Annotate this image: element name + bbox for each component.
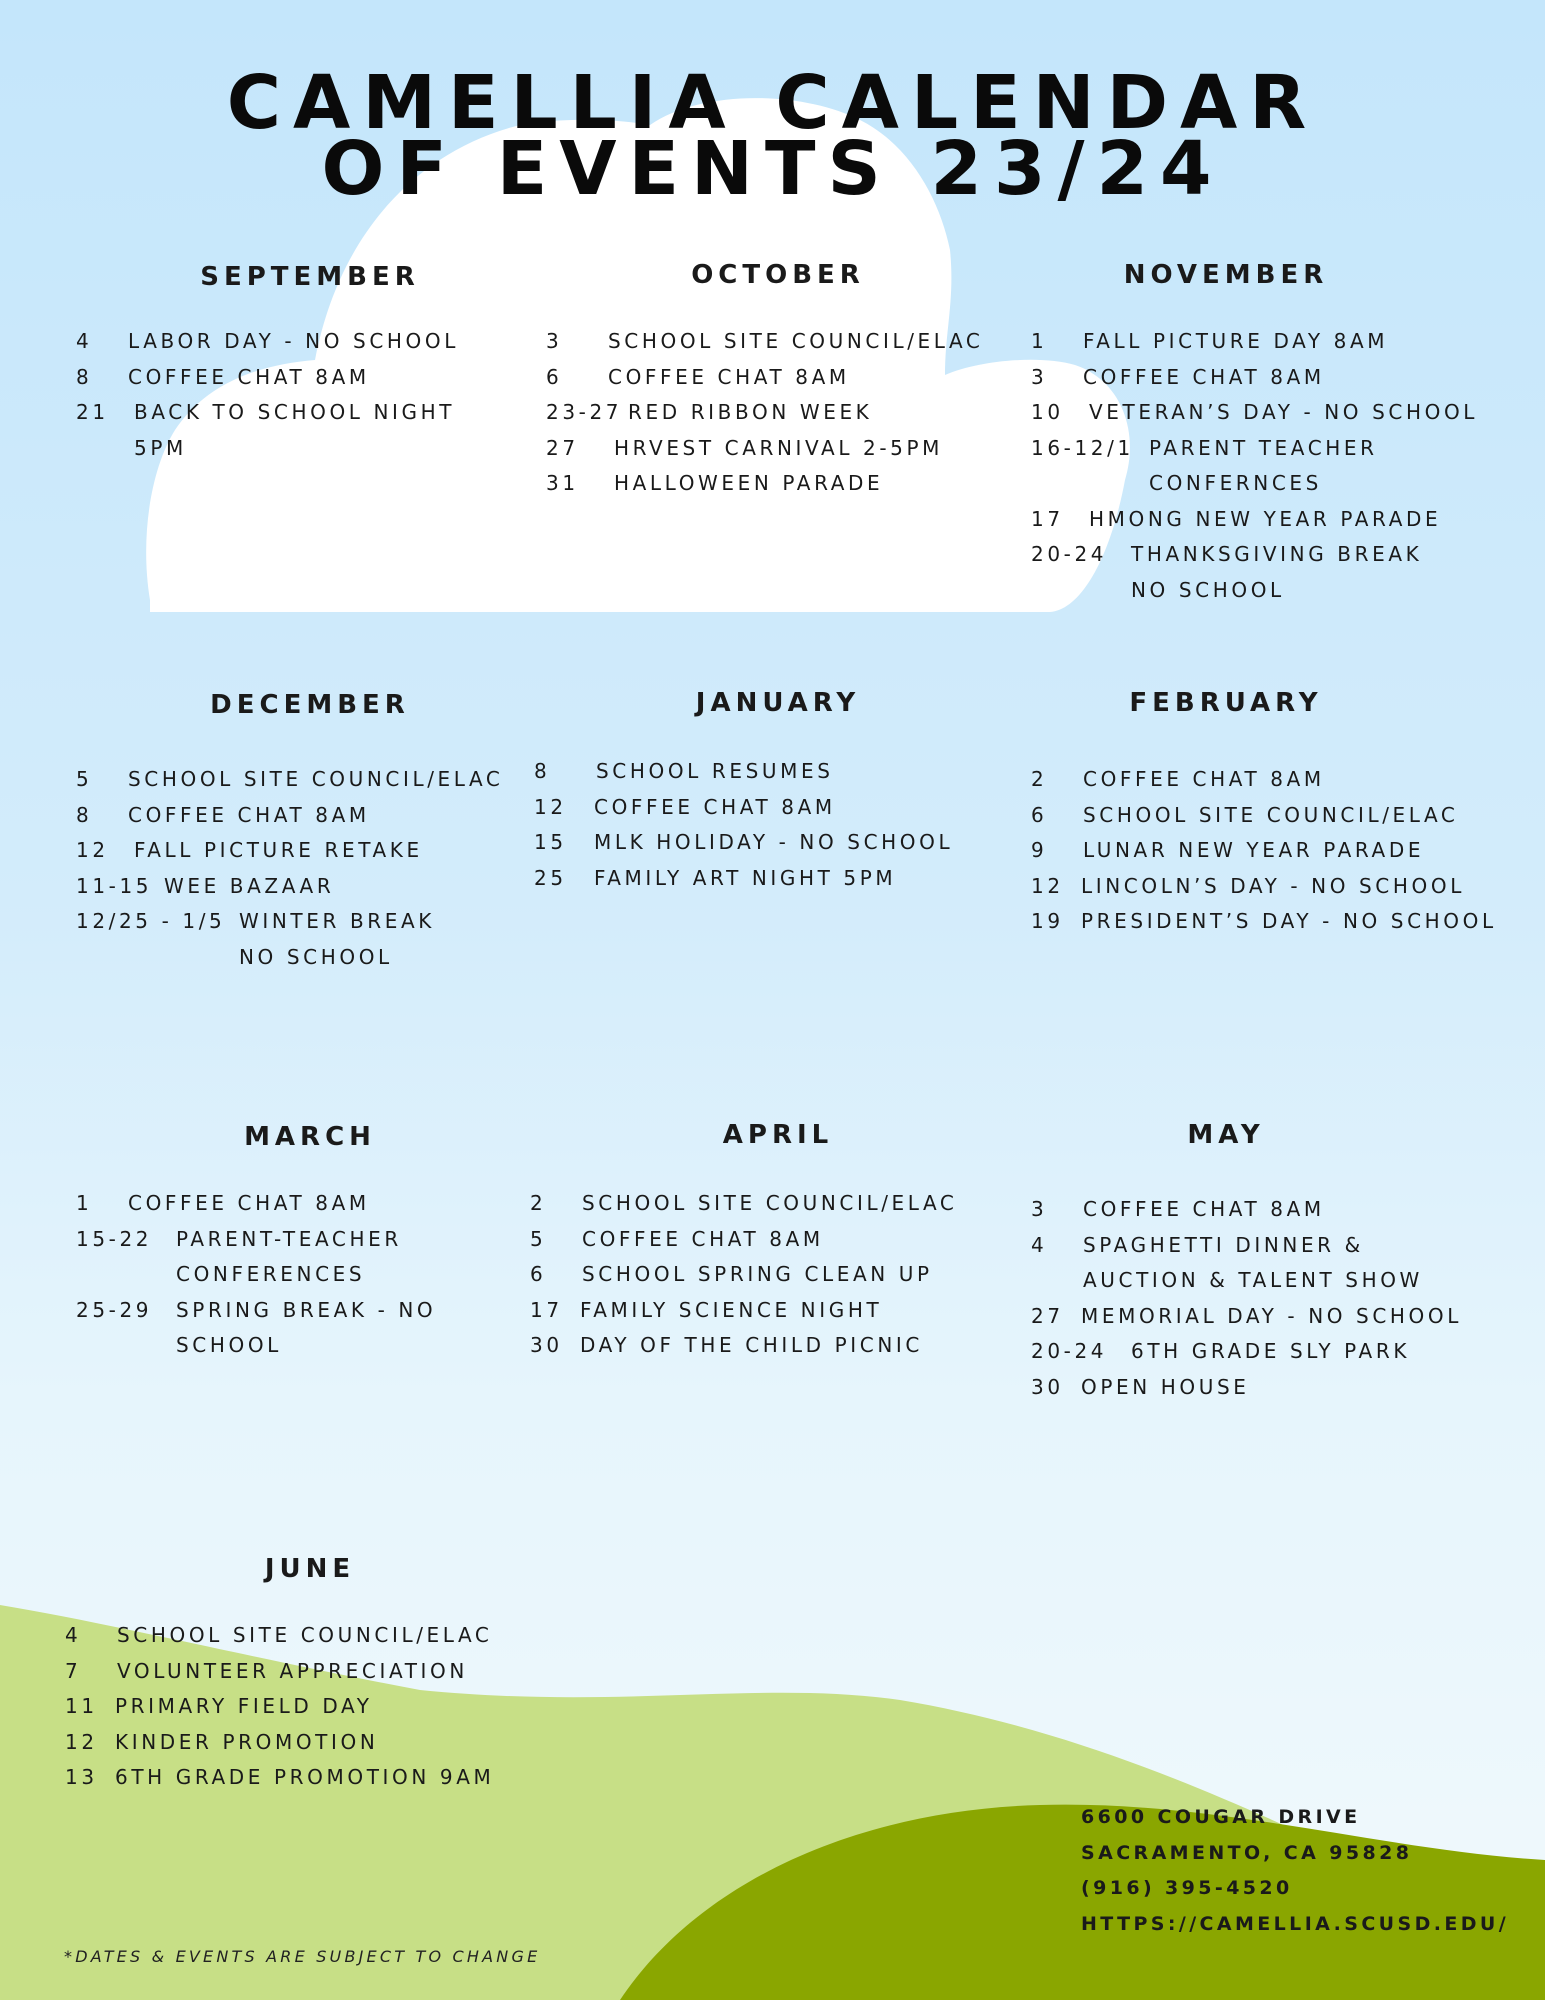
event-text: BACK TO SCHOOL NIGHT 5PM <box>134 400 456 460</box>
event-item <box>76 1293 436 1364</box>
event-text: SPAGHETTI DINNER & AUCTION & TALENT SHOW <box>1083 1232 1423 1292</box>
event-text: SCHOOL SITE COUNCIL/ELAC <box>1083 802 1459 827</box>
event-item <box>76 904 503 975</box>
event-text: COFFEE CHAT 8AM <box>128 802 370 827</box>
month-heading-january: JANUARY <box>695 688 861 718</box>
event-date: 11-15 <box>76 873 153 898</box>
event-item <box>534 861 953 897</box>
event-date: 16-12/1 <box>1031 435 1134 460</box>
event-date: 9 <box>1031 838 1048 862</box>
event-date: 13 <box>65 1765 98 1789</box>
event-date: 8 <box>76 364 93 389</box>
contact-website-link[interactable]: HTTPS://CAMELLIA.SCUSD.EDU/ <box>1081 1912 1510 1935</box>
event-item <box>546 466 983 502</box>
event-text: COFFEE CHAT 8AM <box>1083 1197 1325 1221</box>
event-item <box>530 1328 957 1364</box>
event-item <box>1031 431 1478 502</box>
event-item <box>76 395 459 466</box>
event-date: 4 <box>76 329 93 353</box>
event-date: 12 <box>534 794 567 819</box>
event-text: COFFEE CHAT 8AM <box>608 364 850 389</box>
event-text: VETERAN’S DAY - NO SCHOOL <box>1089 400 1479 424</box>
event-text: SCHOOL SPRING CLEAN UP <box>582 1262 933 1286</box>
event-text: HALLOWEEN PARADE <box>614 471 884 495</box>
event-text: 6TH GRADE PROMOTION 9AM <box>115 1765 495 1789</box>
event-text: PRESIDENT’S DAY - NO SCHOOL <box>1081 909 1497 933</box>
event-date: 17 <box>530 1297 563 1322</box>
event-date: 12 <box>76 838 109 862</box>
month-heading-december: DECEMBER <box>210 690 410 720</box>
event-date: 15 <box>534 830 567 854</box>
disclaimer-footnote: *DATES & EVENTS ARE SUBJECT TO CHANGE <box>64 1947 541 1966</box>
event-item <box>1031 798 1497 834</box>
event-item <box>76 869 503 905</box>
month-heading-june: JUNE <box>264 1554 356 1584</box>
contact-address: 6600 COUGAR DRIVE <box>1081 1806 1361 1828</box>
event-text: 6TH GRADE SLY PARK <box>1131 1339 1411 1363</box>
event-text: COFFEE CHAT 8AM <box>128 364 370 389</box>
event-text: OPEN HOUSE <box>1081 1374 1250 1399</box>
event-text: COFFEE CHAT 8AM <box>1083 364 1325 389</box>
event-text: WEE BAZAAR <box>164 873 335 898</box>
event-date: 5 <box>530 1226 547 1251</box>
month-heading-october: OCTOBER <box>691 260 865 290</box>
event-text: SCHOOL SITE COUNCIL/ELAC <box>128 767 504 791</box>
event-date: 19 <box>1031 909 1064 933</box>
event-date: 20-24 <box>1031 1339 1108 1363</box>
event-item <box>1031 1334 1462 1370</box>
event-date: 25 <box>534 865 567 890</box>
event-date: 20-24 <box>1031 542 1108 566</box>
event-list-march <box>76 1186 436 1364</box>
event-date: 6 <box>546 364 563 389</box>
event-text: WINTER BREAK NO SCHOOL <box>239 909 435 969</box>
event-list-november <box>1031 324 1478 608</box>
event-date: 8 <box>76 802 93 827</box>
event-date: 30 <box>1031 1374 1064 1399</box>
event-date: 25-29 <box>76 1297 153 1322</box>
event-item <box>65 1618 494 1654</box>
event-date: 21 <box>76 400 109 424</box>
event-item <box>1031 1370 1462 1406</box>
event-text: MLK HOLIDAY - NO SCHOOL <box>594 830 954 854</box>
event-item <box>76 762 503 798</box>
event-item <box>1031 502 1478 538</box>
event-item <box>1031 395 1478 431</box>
event-text: HRVEST CARNIVAL 2-5PM <box>614 435 943 460</box>
event-list-april <box>530 1186 957 1364</box>
event-item <box>546 360 983 396</box>
event-list-october <box>546 324 983 502</box>
event-item <box>546 395 983 431</box>
month-heading-february: FEBRUARY <box>1129 688 1323 718</box>
event-date: 3 <box>1031 1197 1048 1221</box>
event-text: LINCOLN’S DAY - NO SCHOOL <box>1081 873 1465 898</box>
event-text: FALL PICTURE DAY 8AM <box>1083 329 1389 353</box>
event-date: 6 <box>530 1262 547 1286</box>
event-date: 3 <box>546 329 563 353</box>
event-text: PRIMARY FIELD DAY <box>115 1694 373 1718</box>
event-date: 15-22 <box>76 1226 153 1251</box>
event-text: PARENT TEACHER CONFERNCES <box>1149 435 1378 495</box>
event-text: THANKSGIVING BREAK NO SCHOOL <box>1131 542 1423 602</box>
event-item <box>65 1725 494 1761</box>
event-date: 5 <box>76 767 93 791</box>
event-date: 1 <box>76 1191 93 1215</box>
event-item <box>1031 1228 1462 1299</box>
month-heading-april: APRIL <box>722 1120 834 1150</box>
event-date: 4 <box>1031 1232 1048 1257</box>
event-list-december <box>76 762 503 975</box>
event-date: 4 <box>65 1623 82 1647</box>
event-list-september <box>76 324 459 466</box>
contact-block <box>1081 1800 1509 1942</box>
event-text: HMONG NEW YEAR PARADE <box>1089 506 1442 531</box>
event-date: 1 <box>1031 329 1048 353</box>
event-text: SCHOOL RESUMES <box>596 759 834 783</box>
event-item <box>1031 833 1497 869</box>
event-text: FAMILY SCIENCE NIGHT <box>580 1297 883 1322</box>
event-item <box>534 825 953 861</box>
event-item <box>76 1186 436 1222</box>
event-text: RED RIBBON WEEK <box>628 400 873 424</box>
event-item <box>546 324 983 360</box>
event-text: KINDER PROMOTION <box>115 1729 379 1754</box>
event-item <box>1031 762 1497 798</box>
event-item <box>1031 360 1478 396</box>
event-text: MEMORIAL DAY - NO SCHOOL <box>1081 1303 1462 1328</box>
month-heading-september: SEPTEMBER <box>200 262 420 292</box>
event-item <box>76 360 459 396</box>
event-item <box>76 833 503 869</box>
event-item <box>76 798 503 834</box>
event-text: LUNAR NEW YEAR PARADE <box>1083 838 1425 862</box>
event-text: SCHOOL SITE COUNCIL/ELAC <box>117 1623 493 1647</box>
contact-city: SACRAMENTO, CA 95828 <box>1081 1841 1413 1864</box>
event-item <box>534 790 953 826</box>
event-item <box>65 1654 494 1690</box>
event-item <box>534 754 953 790</box>
event-item <box>530 1186 957 1222</box>
title-line-2: OF EVENTS 23/24 <box>321 126 1224 212</box>
event-item <box>1031 904 1497 940</box>
event-text: VOLUNTEER APPRECIATION <box>117 1658 468 1683</box>
event-item <box>65 1689 494 1725</box>
event-text: COFFEE CHAT 8AM <box>1083 767 1325 791</box>
contact-phone: (916) 395-4520 <box>1081 1877 1293 1899</box>
event-date: 23-27 <box>546 400 623 424</box>
event-text: LABOR DAY - NO SCHOOL <box>128 329 459 353</box>
event-text: FAMILY ART NIGHT 5PM <box>594 865 897 890</box>
event-item <box>65 1760 494 1796</box>
event-item <box>546 431 983 467</box>
event-text: COFFEE CHAT 8AM <box>594 794 836 819</box>
title-line-1: CAMELLIA CALENDAR <box>226 60 1319 146</box>
month-heading-november: NOVEMBER <box>1123 260 1329 290</box>
event-item <box>1031 1192 1462 1228</box>
event-item <box>76 1222 436 1293</box>
event-list-may <box>1031 1192 1462 1405</box>
event-date: 11 <box>65 1694 98 1718</box>
event-date: 31 <box>546 471 579 495</box>
event-item <box>76 324 459 360</box>
event-date: 2 <box>1031 767 1048 791</box>
event-date: 12/25 - 1/5 <box>76 909 226 933</box>
event-date: 3 <box>1031 364 1048 389</box>
event-item <box>1031 537 1478 608</box>
event-list-june <box>65 1618 494 1796</box>
event-date: 17 <box>1031 506 1064 531</box>
event-item <box>1031 1299 1462 1335</box>
event-list-january <box>534 754 953 896</box>
event-item <box>1031 869 1497 905</box>
event-date: 27 <box>546 435 579 460</box>
event-date: 6 <box>1031 802 1048 827</box>
event-date: 12 <box>1031 873 1064 898</box>
month-heading-may: MAY <box>1187 1120 1265 1150</box>
event-text: SCHOOL SITE COUNCIL/ELAC <box>608 329 984 353</box>
event-item <box>530 1222 957 1258</box>
event-text: COFFEE CHAT 8AM <box>582 1226 824 1251</box>
event-date: 10 <box>1031 400 1064 424</box>
event-text: FALL PICTURE RETAKE <box>134 838 423 862</box>
event-list-february <box>1031 762 1497 940</box>
event-date: 2 <box>530 1191 547 1215</box>
event-date: 30 <box>530 1333 563 1357</box>
month-heading-march: MARCH <box>244 1122 376 1152</box>
event-date: 7 <box>65 1658 82 1683</box>
event-text: SCHOOL SITE COUNCIL/ELAC <box>582 1191 958 1215</box>
event-text: DAY OF THE CHILD PICNIC <box>580 1333 923 1357</box>
event-text: COFFEE CHAT 8AM <box>128 1191 370 1215</box>
event-date: 27 <box>1031 1303 1064 1328</box>
event-item <box>530 1293 957 1329</box>
event-text: SPRING BREAK - NO SCHOOL <box>176 1297 437 1357</box>
event-date: 8 <box>534 759 551 783</box>
event-item <box>530 1257 957 1293</box>
event-text: PARENT-TEACHER CONFERENCES <box>176 1226 402 1286</box>
page-title <box>0 60 1545 212</box>
event-date: 12 <box>65 1729 98 1754</box>
event-item <box>1031 324 1478 360</box>
